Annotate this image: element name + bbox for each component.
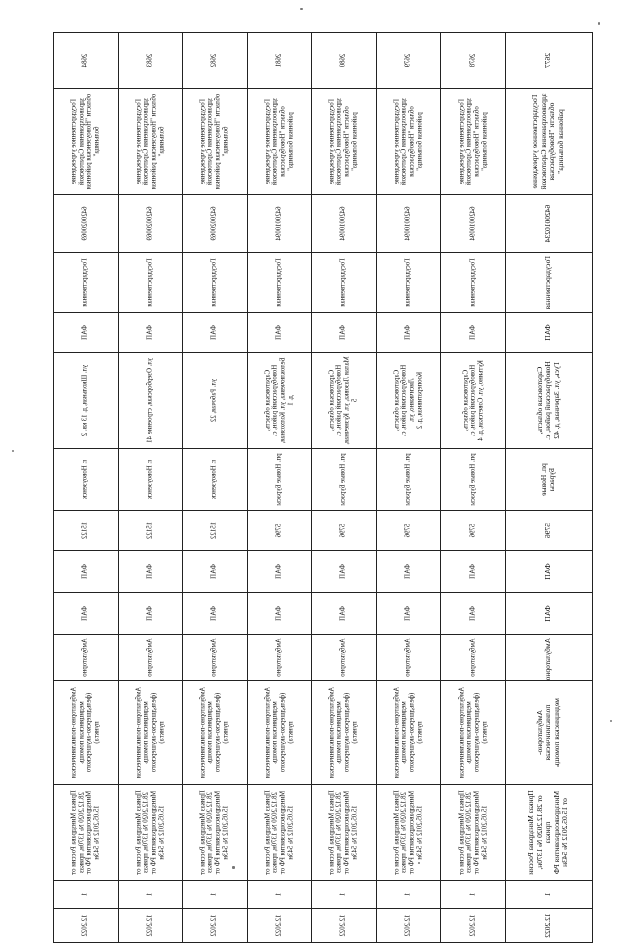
cell-ownership: Государственная: [183, 253, 248, 313]
cell-type-b: ФАП: [183, 593, 248, 635]
cell-unit-type: ФАП: [312, 313, 377, 353]
cell-year: 12.2022: [183, 909, 248, 943]
cell-type-a: ФАП: [54, 551, 119, 593]
cell-type-a: ФАП: [376, 551, 441, 593]
facility-register-table: [53, 32, 593, 943]
cell-care-form: Амбулаторно: [183, 635, 248, 681]
cell-care-form: Амбулаторно: [118, 635, 183, 681]
cell-year: 12.2022: [312, 909, 377, 943]
cell-count: 1: [183, 881, 248, 909]
cell-population: 5796: [441, 511, 506, 551]
cell-type-a: ФАП: [247, 551, 312, 593]
cell-care-form: Амбулаторно: [312, 635, 377, 681]
cell-institution: Государственное учреждение здравоохранения Саратовской области "Новобурасская районная больница": [441, 89, 506, 195]
cell-order: Приказ Минздрава России от 28.12.2020 № 1370н, приказ Минздравсоцразвития РФ от 15.05.2012 № 543н: [54, 785, 119, 881]
cell-ownership: Государственная: [54, 253, 119, 313]
cell-number: 2681: [247, 33, 312, 89]
cell-order: Приказ Минздрава России от 28.12.2020 № 1370н, приказ Минздравсоцразвития РФ от 15.05.2012 № 543н: [312, 785, 377, 881]
cell-inn: 6420020069: [183, 195, 248, 253]
cell-year: 12.2022: [54, 909, 119, 943]
cell-type-b: ФАП: [312, 593, 377, 635]
cell-address: Саратовская область, Новобурасский район, с. Белоключевка, ул. Колхозная, д. 1: [247, 353, 312, 449]
cell-inn: 6420020069: [54, 195, 119, 253]
cell-institution: Государственное учреждение здравоохранения Саратовской области "Новоузенская районная больница": [54, 89, 119, 195]
scan-speck: [610, 720, 612, 722]
cell-address: ул. Школьная, д. 13 кв. 2: [54, 353, 119, 449]
cell-unit-type: ФАП: [183, 313, 248, 353]
cell-care-form: Амбулаторно: [376, 635, 441, 681]
cell-count: 1: [54, 881, 119, 909]
cell-ownership: Государственная: [118, 253, 183, 313]
cell-service: Амбулаторно-поликлиническая медицинская помощь (фельдшерско-акушерского пункта): [376, 681, 441, 785]
cell-address: Саратовская область, Новобурасский район, с. Малая Лазовка, ул. Кузнечная, 5: [312, 353, 377, 449]
cell-address: ул. Озерборская, строение 41: [118, 353, 183, 449]
cell-year: 12.2022: [118, 909, 183, 943]
cell-ownership: Государственная: [312, 253, 377, 313]
cell-settlement: г. Новоузенск: [183, 449, 248, 511]
cell-care-form: Амбулаторно: [247, 635, 312, 681]
cell-type-b: ФАП: [506, 593, 593, 635]
cell-type-a: ФАП: [506, 551, 593, 593]
cell-number: 2680: [312, 33, 377, 89]
cell-institution: Государственное учреждение здравоохранения Саратовской области "Новобурасская районная больница": [247, 89, 312, 195]
cell-ownership: Государственная: [247, 253, 312, 313]
cell-type-b: ФАП: [247, 593, 312, 635]
cell-institution: Государственное учреждение здравоохранения Саратовской области "Новоузенская районная больница": [118, 89, 183, 195]
cell-year: 12.2022: [247, 909, 312, 943]
cell-institution: Государственное учреждение здравоохранения Саратовской области "Новобурасская районная больница": [312, 89, 377, 195]
cell-address: Саратовская область, Новобурасский район, с. Лисичкино, ул. Кооперативная, д. 2: [376, 353, 441, 449]
cell-care-form: Амбулаторно: [506, 635, 593, 681]
cell-type-a: ФАП: [312, 551, 377, 593]
cell-count: 1: [376, 881, 441, 909]
cell-inn: 6420020069: [118, 195, 183, 253]
cell-inn: 6420010094: [441, 195, 506, 253]
cell-settlement: г. Новоузенск: [54, 449, 119, 511]
cell-unit-type: ФАП: [54, 313, 119, 353]
cell-settlement: рп. Новые Бурасы: [506, 449, 593, 511]
cell-care-form: Амбулаторно: [54, 635, 119, 681]
cell-address: Саратовская область, Новобурасский район, с. Гусь, ул. Заречная, д. 42: [506, 353, 593, 449]
cell-population: 5796: [506, 511, 593, 551]
cell-institution: Государственное учреждение здравоохранения Саратовской области "Новоузенская районная больница": [183, 89, 248, 195]
cell-unit-type: ФАП: [441, 313, 506, 353]
cell-type-a: ФАП: [118, 551, 183, 593]
cell-type-b: ФАП: [118, 593, 183, 635]
cell-population: 15122: [118, 511, 183, 551]
cell-inn: 6420010094: [312, 195, 377, 253]
cell-order: Приказ Минздрава России от 28.12.2020 № 1370н, приказ Минздравсоцразвития РФ от 15.05.2012 № 543н: [118, 785, 183, 881]
cell-address: ул. Рабочая, 22: [183, 353, 248, 449]
scan-speck: [300, 8, 303, 10]
cell-order: Приказ Минздрава России от 28.12.2020 № 1370н, приказ Минздравсоцразвития РФ от 15.05.2012 № 543н: [183, 785, 248, 881]
cell-count: 1: [247, 881, 312, 909]
cell-inn: 6420010094: [376, 195, 441, 253]
cell-settlement: рп. Новые Бурасы: [247, 449, 312, 511]
record-row: [312, 33, 377, 943]
cell-population: 5796: [247, 511, 312, 551]
cell-service: Амбулаторно-поликлиническая медицинская помощь: [506, 681, 593, 785]
record-row: [441, 33, 506, 943]
cell-address: Саратовская область, Новобурасский район, с. Кутьино, ул. Советская, д. 4: [441, 353, 506, 449]
cell-ownership: Государственная: [376, 253, 441, 313]
scan-speck: [598, 22, 600, 25]
cell-inn: 6420010094: [247, 195, 312, 253]
cell-care-form: Амбулаторно: [441, 635, 506, 681]
cell-settlement: г. Новоузенск: [118, 449, 183, 511]
record-row: [376, 33, 441, 943]
cell-count: 1: [312, 881, 377, 909]
cell-order: Приказ Минздрава России от 28.12.2020 № 1370н, приказ Минздравсоцразвития РФ от 15.05.2012 № 543н: [441, 785, 506, 881]
cell-year: 12.2022: [506, 909, 593, 943]
scan-speck: [418, 862, 420, 864]
cell-number: 2678: [441, 33, 506, 89]
record-row: [506, 33, 593, 943]
scan-speck: [12, 450, 14, 452]
cell-service: Амбулаторно-поликлиническая медицинская помощь (фельдшерско-акушерского пункта): [183, 681, 248, 785]
cell-ownership: Государственная: [506, 253, 593, 313]
cell-number: 2684: [54, 33, 119, 89]
cell-service: Амбулаторно-поликлиническая медицинская помощь (фельдшерско-акушерского пункта): [118, 681, 183, 785]
cell-inn: 6420010234: [506, 195, 593, 253]
cell-year: 12.2022: [376, 909, 441, 943]
cell-institution: Государственное учреждение здравоохранения Саратовской области "Новобурасская районная больница": [376, 89, 441, 195]
rotated-register-table: [53, 32, 593, 938]
cell-type-b: ФАП: [441, 593, 506, 635]
record-row: [183, 33, 248, 943]
record-row: [118, 33, 183, 943]
record-row: [247, 33, 312, 943]
cell-population: 15122: [54, 511, 119, 551]
cell-ownership: Государственная: [441, 253, 506, 313]
cell-number: 2679: [376, 33, 441, 89]
cell-order: Приказ Минздрава России от 28.12.2020 № 1370н, приказ Минздравсоцразвития РФ от 15.05.2012 № 543н: [506, 785, 593, 881]
record-row: [54, 33, 119, 943]
cell-service: Амбулаторно-поликлиническая медицинская помощь (фельдшерско-акушерского пункта): [312, 681, 377, 785]
scan-speck: [232, 866, 235, 869]
cell-type-a: ФАП: [441, 551, 506, 593]
cell-service: Амбулаторно-поликлиническая медицинская помощь (фельдшерско-акушерского пункта): [441, 681, 506, 785]
cell-type-a: ФАП: [183, 551, 248, 593]
cell-order: Приказ Минздрава России от 28.12.2020 № 1370н, приказ Минздравсоцразвития РФ от 15.05.2012 № 543н: [376, 785, 441, 881]
cell-population: 5796: [376, 511, 441, 551]
cell-unit-type: ФАП: [376, 313, 441, 353]
cell-unit-type: ФАП: [247, 313, 312, 353]
cell-count: 1: [506, 881, 593, 909]
cell-type-b: ФАП: [54, 593, 119, 635]
cell-count: 1: [441, 881, 506, 909]
cell-population: 15122: [183, 511, 248, 551]
cell-unit-type: ФАП: [118, 313, 183, 353]
cell-settlement: рп. Новые Бурасы: [312, 449, 377, 511]
cell-count: 1: [118, 881, 183, 909]
cell-unit-type: ФАП: [506, 313, 593, 353]
cell-settlement: рп. Новые Бурасы: [441, 449, 506, 511]
cell-type-b: ФАП: [376, 593, 441, 635]
cell-settlement: рп. Новые Бурасы: [376, 449, 441, 511]
cell-number: 2677: [506, 33, 593, 89]
cell-population: 5796: [312, 511, 377, 551]
cell-service: Амбулаторно-поликлиническая медицинская помощь (фельдшерско-акушерского пункта): [247, 681, 312, 785]
cell-order: Приказ Минздрава России от 28.12.2020 № 1370н, приказ Минздравсоцразвития РФ от 15.05.2012 № 543н: [247, 785, 312, 881]
cell-service: Амбулаторно-поликлиническая медицинская помощь (фельдшерско-акушерского пункта): [54, 681, 119, 785]
cell-institution: Государственное учреждение здравоохранения Саратовской области "Новобурасская районная больница": [506, 89, 593, 195]
cell-number: 2683: [118, 33, 183, 89]
cell-number: 2682: [183, 33, 248, 89]
cell-year: 12.2022: [441, 909, 506, 943]
